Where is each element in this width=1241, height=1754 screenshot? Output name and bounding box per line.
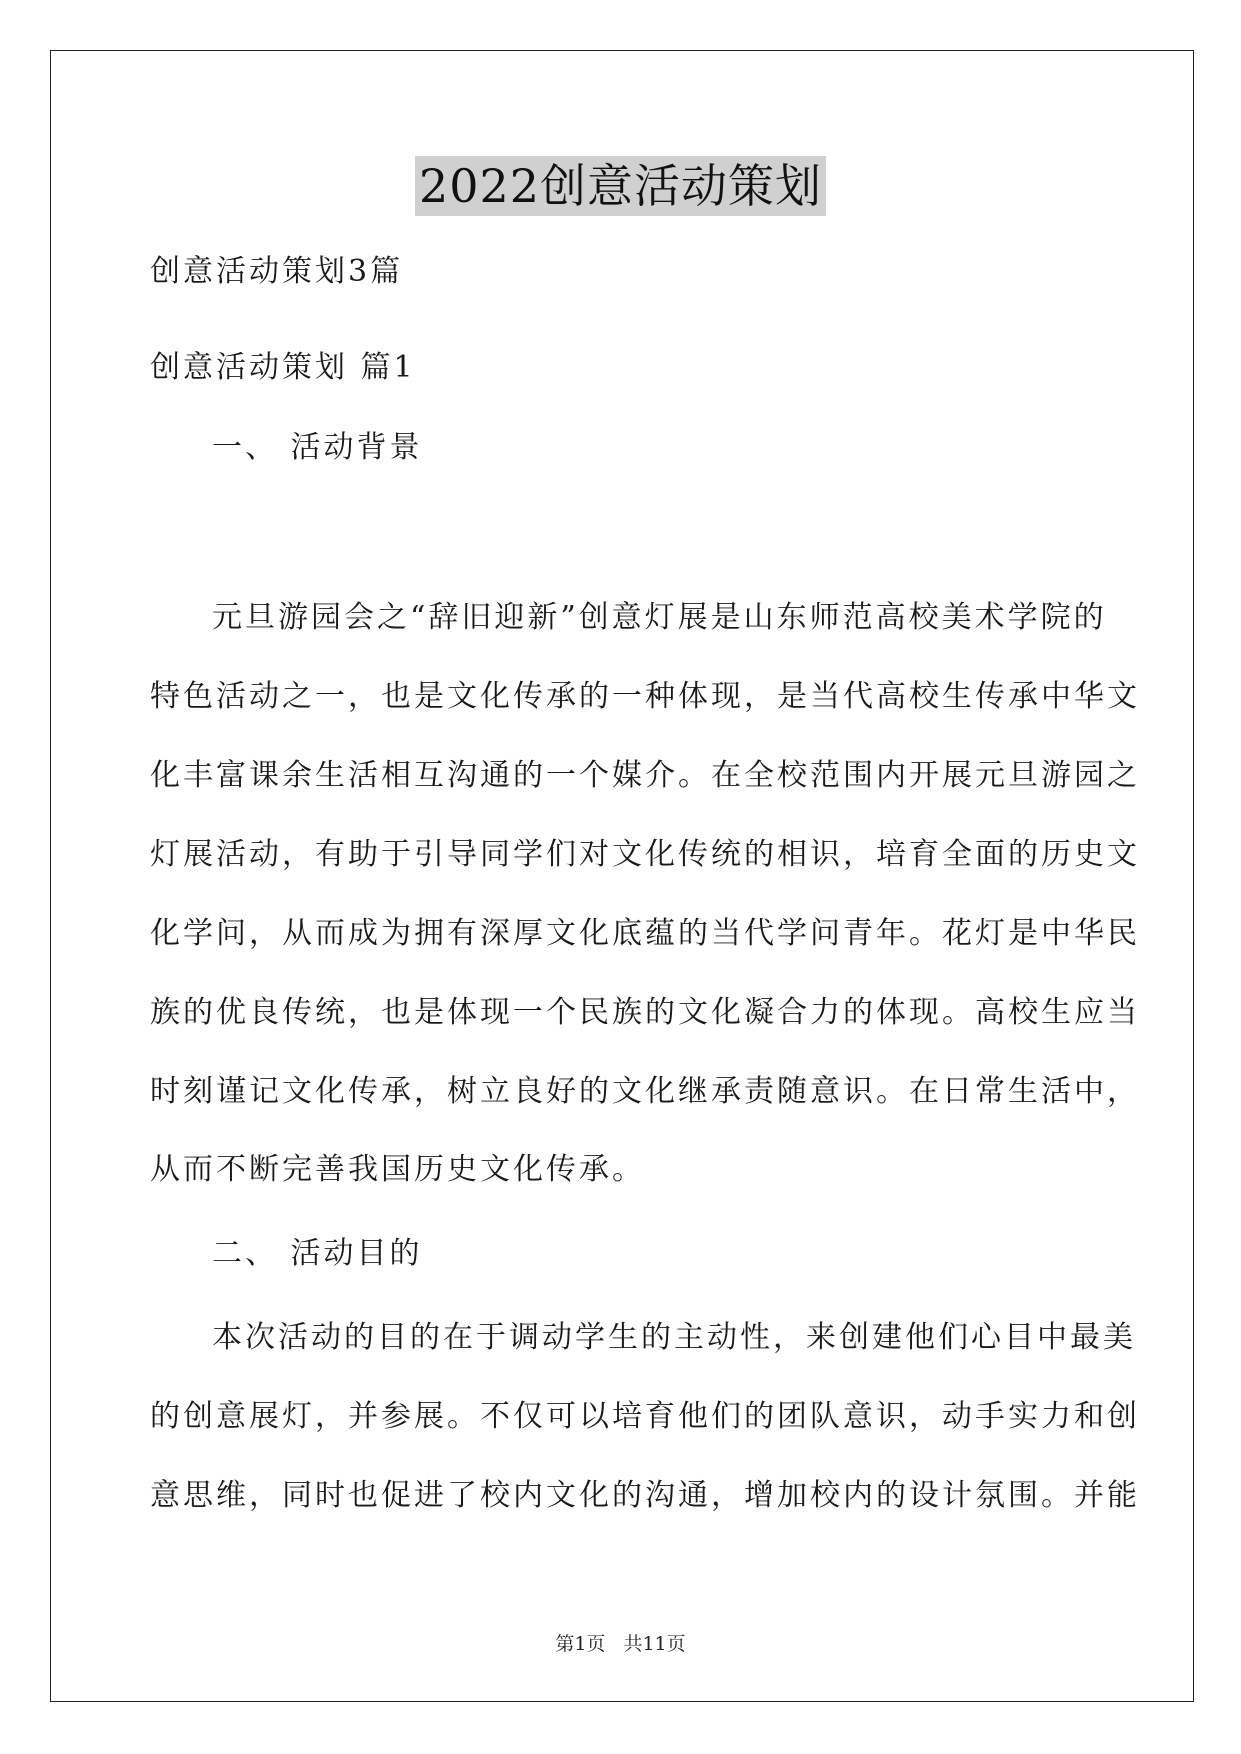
paragraph-line: 的创意展灯，并参展。不仅可以培育他们的团队意识，动手实力和创 <box>150 1399 1140 1434</box>
page-border <box>50 50 1194 1702</box>
heading-background: 一、 活动背景 <box>212 430 423 465</box>
section-title: 创意活动策划 篇1 <box>150 350 416 385</box>
paragraph-line: 化学问，从而成为拥有深厚文化底蕴的当代学问青年。花灯是中华民 <box>150 916 1140 951</box>
paragraph-line: 时刻谨记文化传承，树立良好的文化继承责随意识。在日常生活中， <box>150 1074 1140 1109</box>
title-container <box>0 156 1241 216</box>
paragraph-line: 特色活动之一，也是文化传承的一种体现，是当代高校生传承中华文 <box>150 679 1140 714</box>
document-subtitle: 创意活动策划3篇 <box>150 254 404 289</box>
paragraph-line: 化丰富课余生活相互沟通的一个媒介。在全校范围内开展元旦游园之 <box>150 758 1140 793</box>
paragraph-line: 本次活动的目的在于调动学生的主动性，来创建他们心目中最美 <box>212 1320 1136 1355</box>
paragraph-line: 灯展活动，有助于引导同学们对文化传统的相识，培育全面的历史文 <box>150 837 1140 872</box>
page-total: 共11页 <box>623 1633 686 1655</box>
paragraph-line: 从而不断完善我国历史文化传承。 <box>150 1152 645 1187</box>
page-footer <box>0 1632 1241 1656</box>
paragraph-line: 元旦游园会之“辞旧迎新”创意灯展是山东师范高校美术学院的 <box>212 600 1107 635</box>
paragraph-line: 意思维，同时也促进了校内文化的沟通，增加校内的设计氛围。并能 <box>150 1478 1140 1513</box>
paragraph-line: 族的优良传统，也是体现一个民族的文化凝合力的体现。高校生应当 <box>150 995 1140 1030</box>
page-number: 第1页 <box>555 1633 606 1655</box>
document-title: 2022创意活动策划 <box>415 156 826 216</box>
heading-purpose: 二、 活动目的 <box>212 1236 423 1271</box>
